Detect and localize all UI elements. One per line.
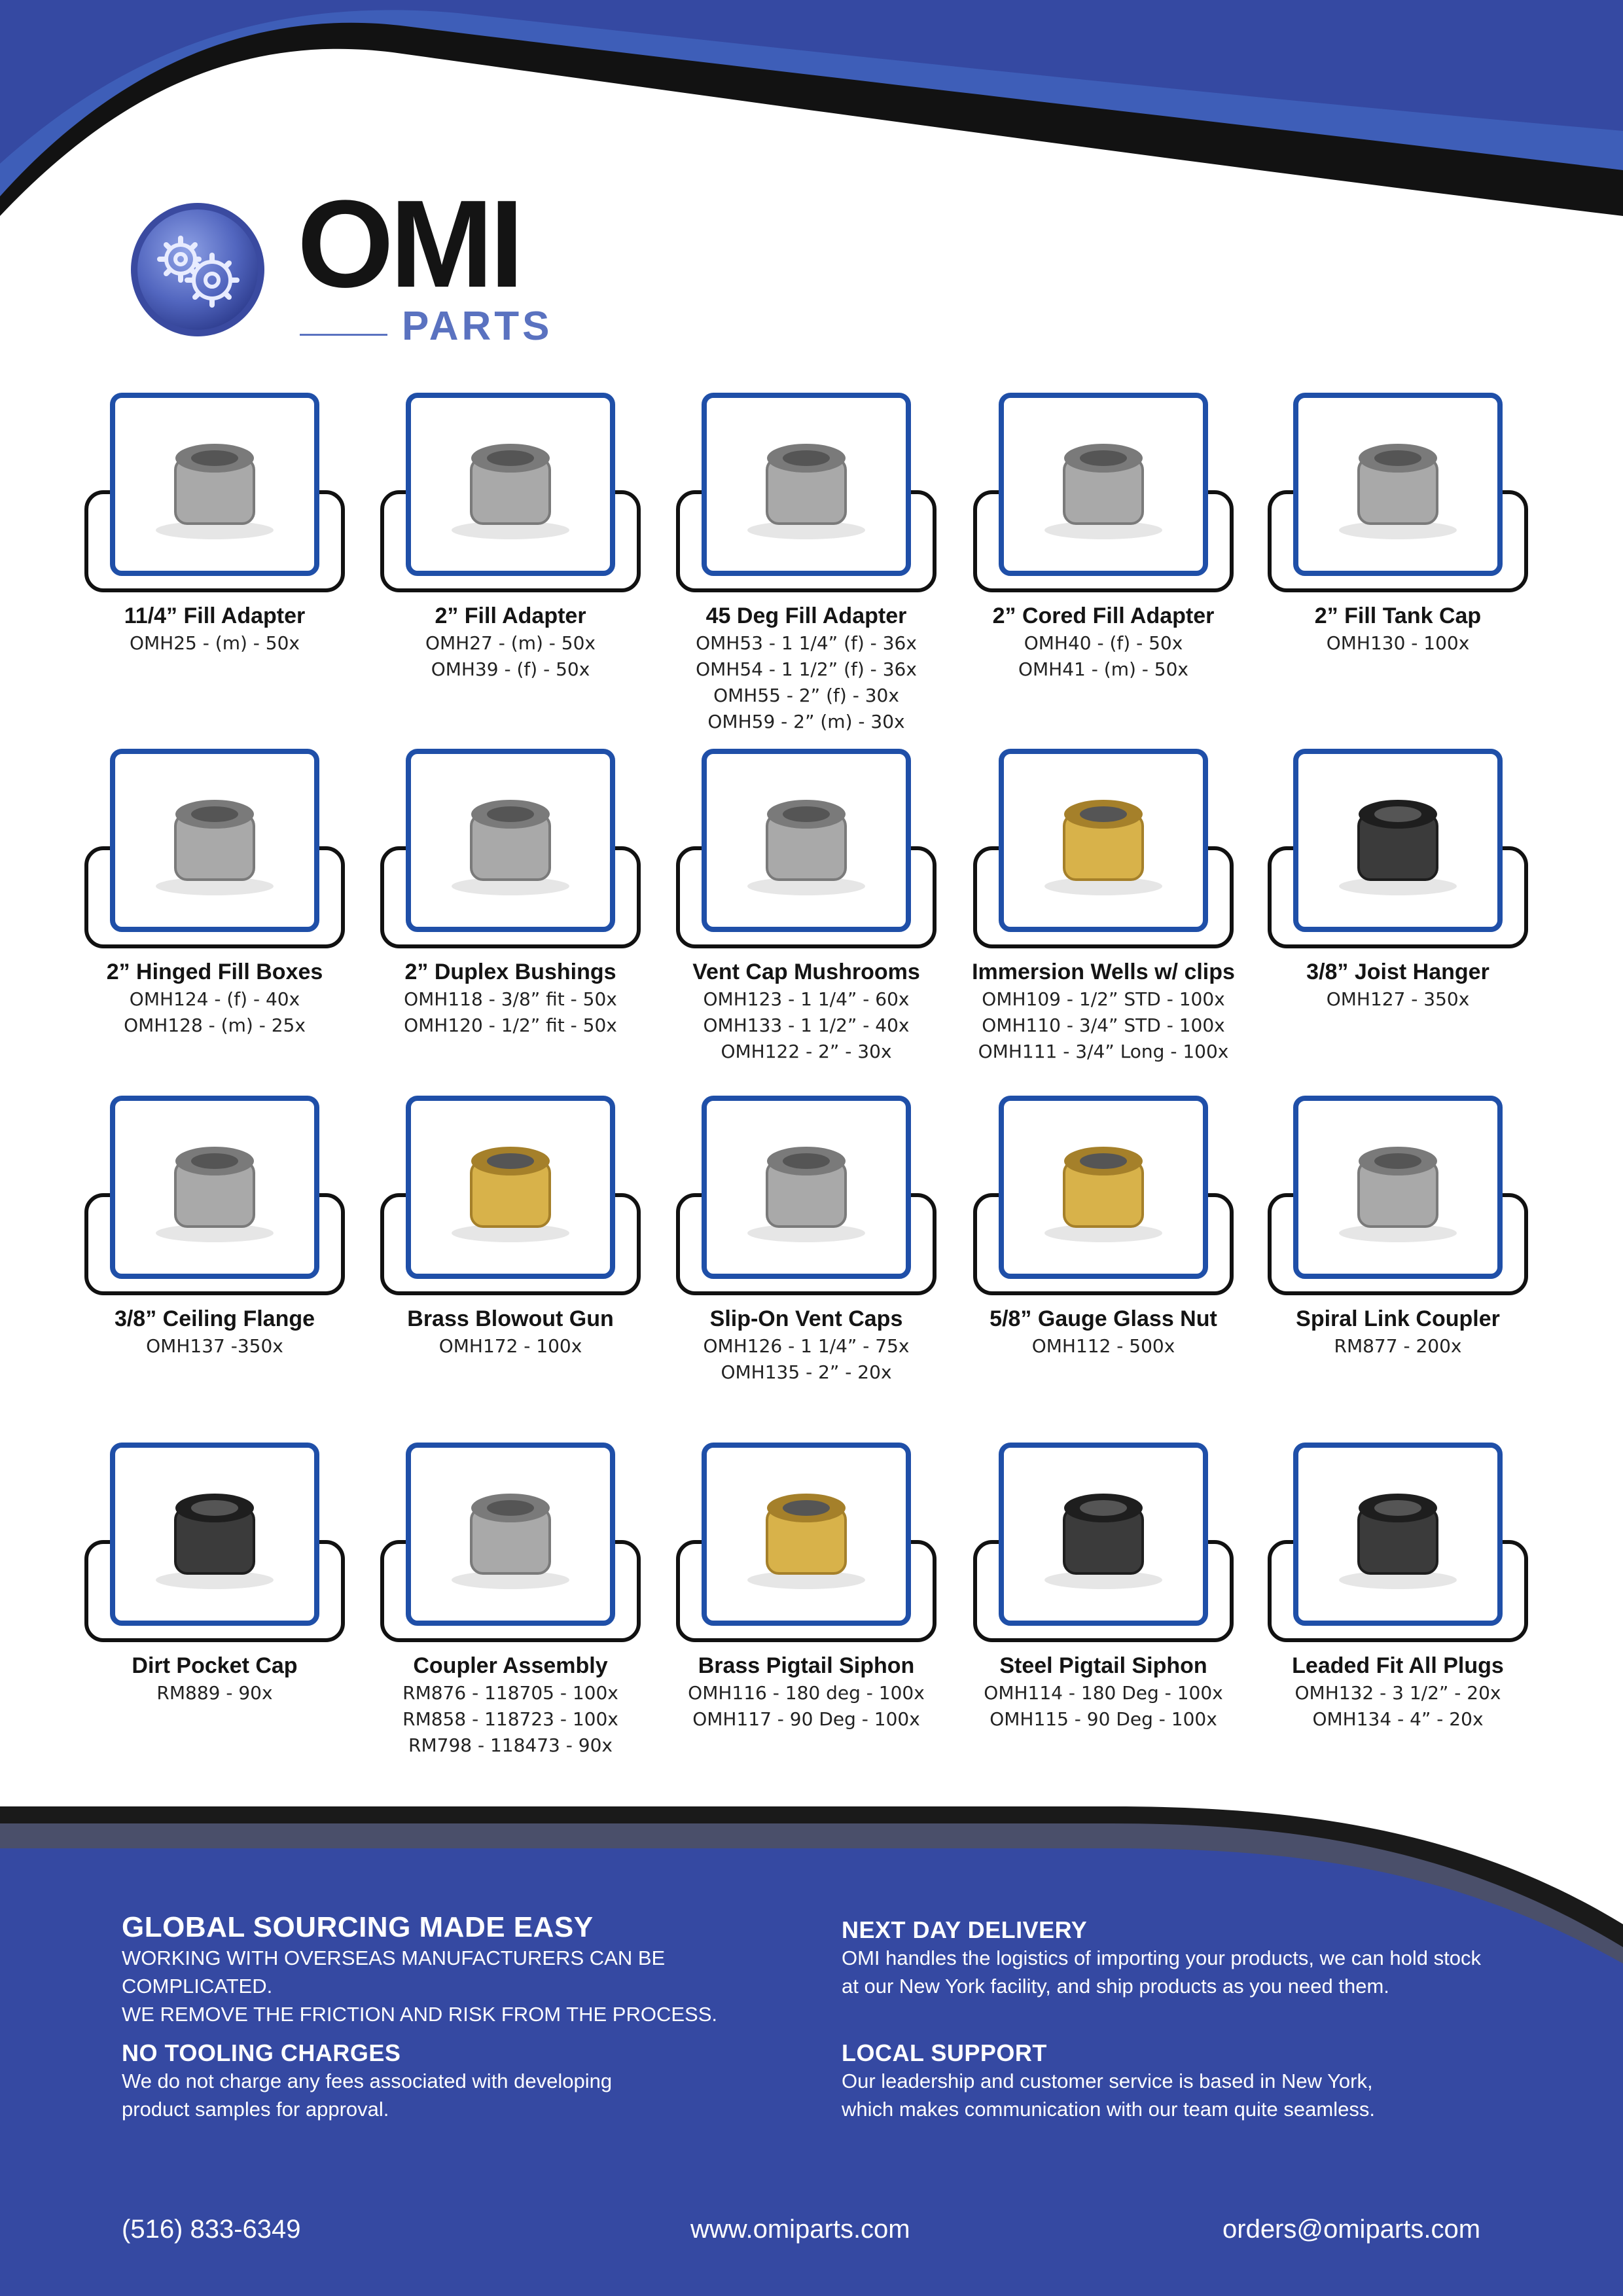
immersion-well-photo xyxy=(1025,775,1182,906)
spiral-coupler-photo xyxy=(1319,1122,1476,1253)
product-sku: OMH27 - (m) - 50x xyxy=(425,632,596,654)
product-sku: OMH116 - 180 deg - 100x xyxy=(688,1682,925,1704)
product-card xyxy=(1260,1443,1535,1809)
brass-siphon-photo xyxy=(728,1469,885,1600)
ceiling-flange-photo xyxy=(136,1122,293,1253)
product-sku: OMH122 - 2” - 30x xyxy=(721,1041,892,1062)
footer-heading: LOCAL SUPPORT xyxy=(842,2039,1047,2066)
footer-text-line: WORKING WITH OVERSEAS MANUFACTURERS CAN BE COMPLICATED. xyxy=(122,1946,666,1998)
gauge-nut-photo xyxy=(1025,1122,1182,1253)
product-sku: OMH130 - 100x xyxy=(1326,632,1470,654)
bushing-photo xyxy=(432,775,589,906)
product-sku: OMH134 - 4” - 20x xyxy=(1312,1708,1484,1730)
product-sku: OMH137 -350x xyxy=(146,1335,283,1357)
product-card xyxy=(1260,749,1535,1115)
gears-emblem-icon xyxy=(128,200,267,339)
product-name: Spiral Link Coupler xyxy=(1296,1306,1500,1331)
cored-adapter-photo xyxy=(1025,419,1182,550)
product-sku: OMH39 - (f) - 50x xyxy=(431,658,590,680)
footer-text-line: product samples for approval. xyxy=(122,2098,389,2121)
product-card xyxy=(966,1443,1241,1809)
product-card xyxy=(77,749,352,1115)
product-name: Brass Blowout Gun xyxy=(407,1306,614,1331)
product-name: 2” Hinged Fill Boxes xyxy=(106,960,323,984)
product-sku: OMH127 - 350x xyxy=(1326,988,1470,1010)
product-sku: RM876 - 118705 - 100x xyxy=(402,1682,618,1704)
footer-text-line: We do not charge any fees associated with developing xyxy=(122,2070,613,2092)
footer-text-line: at our New York facility, and ship products as you need them. xyxy=(842,1975,1389,1998)
footer-heading: NEXT DAY DELIVERY xyxy=(842,1916,1088,1943)
footer-section-local-support xyxy=(842,2039,1548,2123)
product-sku: OMH112 - 500x xyxy=(1031,1335,1175,1357)
product-card xyxy=(373,749,648,1115)
product-name: 2” Fill Adapter xyxy=(435,603,586,628)
product-sku: OMH172 - 100x xyxy=(438,1335,582,1357)
product-card xyxy=(669,1443,944,1809)
fill-adapter-photo xyxy=(136,419,293,550)
product-card xyxy=(373,1096,648,1462)
product-sku: OMH118 - 3/8” fit - 50x xyxy=(404,988,617,1010)
email-link[interactable]: orders@omiparts.com xyxy=(1222,2215,1481,2244)
product-card xyxy=(669,749,944,1115)
product-card xyxy=(77,1443,352,1809)
product-sku: RM858 - 118723 - 100x xyxy=(402,1708,618,1730)
product-card xyxy=(966,749,1241,1115)
product-sku: OMH126 - 1 1/4” - 75x xyxy=(703,1335,910,1357)
footer-heading: NO TOOLING CHARGES xyxy=(122,2039,401,2066)
product-card xyxy=(373,1443,648,1809)
product-card xyxy=(669,393,944,759)
product-name: 45 Deg Fill Adapter xyxy=(705,603,907,628)
logo-rule xyxy=(300,334,387,336)
omi-parts-logo xyxy=(128,175,560,359)
joist-hanger-photo xyxy=(1319,775,1476,906)
product-sku: OMH120 - 1/2” fit - 50x xyxy=(404,1014,617,1036)
product-sku: OMH124 - (f) - 40x xyxy=(129,988,300,1010)
product-name: 3/8” Joist Hanger xyxy=(1306,960,1489,984)
fill-adapter-photo xyxy=(432,419,589,550)
footer-text-line: Our leadership and customer service is based in New York, xyxy=(842,2070,1373,2092)
footer-heading: GLOBAL SOURCING MADE EASY xyxy=(122,1911,594,1943)
website-link[interactable]: www.omiparts.com xyxy=(690,2215,910,2244)
product-card xyxy=(1260,1096,1535,1462)
product-name: 2” Cored Fill Adapter xyxy=(992,603,1215,628)
product-name: 11/4” Fill Adapter xyxy=(124,603,306,628)
product-sku: OMH128 - (m) - 25x xyxy=(124,1014,306,1036)
product-card xyxy=(1260,393,1535,759)
dirt-pocket-cap-photo xyxy=(136,1469,293,1600)
product-name: 2” Duplex Bushings xyxy=(404,960,616,984)
product-sku: OMH132 - 3 1/2” - 20x xyxy=(1294,1682,1501,1704)
product-card xyxy=(77,1096,352,1462)
product-sku: OMH54 - 1 1/2” (f) - 36x xyxy=(696,658,917,680)
product-name: 2” Fill Tank Cap xyxy=(1314,603,1482,628)
footer-text-line: OMI handles the logistics of importing your products, we can hold stock xyxy=(842,1946,1481,1969)
logo-subbrand: PARTS xyxy=(402,304,553,349)
product-sku: OMH111 - 3/4” Long - 100x xyxy=(978,1041,1229,1062)
product-sku: OMH40 - (f) - 50x xyxy=(1024,632,1183,654)
product-sku: RM798 - 118473 - 90x xyxy=(408,1734,613,1756)
product-name: Slip-On Vent Caps xyxy=(709,1306,903,1331)
product-name: Brass Pigtail Siphon xyxy=(698,1653,915,1678)
product-sku: OMH59 - 2” (m) - 30x xyxy=(707,711,905,732)
product-sku: RM877 - 200x xyxy=(1334,1335,1462,1357)
product-name: 5/8” Gauge Glass Nut xyxy=(990,1306,1217,1331)
vent-cap-photo xyxy=(728,775,885,906)
product-card xyxy=(373,393,648,759)
phone-number[interactable]: (516) 833-6349 xyxy=(122,2215,301,2244)
product-sku: OMH53 - 1 1/4” (f) - 36x xyxy=(696,632,917,654)
product-sku: OMH110 - 3/4” STD - 100x xyxy=(982,1014,1225,1036)
product-sku: OMH114 - 180 Deg - 100x xyxy=(984,1682,1223,1704)
product-card xyxy=(669,1096,944,1462)
product-name: Immersion Wells w/ clips xyxy=(972,960,1235,984)
product-sku: OMH115 - 90 Deg - 100x xyxy=(990,1708,1217,1730)
product-name: Steel Pigtail Siphon xyxy=(999,1653,1207,1678)
product-sku: OMH25 - (m) - 50x xyxy=(129,632,300,654)
product-sku: RM889 - 90x xyxy=(156,1682,273,1704)
product-name: Dirt Pocket Cap xyxy=(132,1653,298,1678)
plug-photo xyxy=(1319,1469,1476,1600)
footer-section-tooling xyxy=(122,2039,809,2123)
footer-section-next-day xyxy=(842,1916,1548,2000)
logo-wordmark: OMI xyxy=(297,175,520,314)
product-name: 3/8” Ceiling Flange xyxy=(114,1306,315,1331)
product-sku: OMH117 - 90 Deg - 100x xyxy=(692,1708,920,1730)
product-name: Leaded Fit All Plugs xyxy=(1292,1653,1504,1678)
slip-vent-cap-photo xyxy=(728,1122,885,1253)
product-card xyxy=(966,1096,1241,1462)
product-card xyxy=(966,393,1241,759)
product-sku: OMH135 - 2” - 20x xyxy=(721,1361,892,1383)
product-sku: OMH123 - 1 1/4” - 60x xyxy=(703,988,910,1010)
footer-text-line: WE REMOVE THE FRICTION AND RISK FROM THE PROCESS. xyxy=(122,2003,718,2026)
fill-box-photo xyxy=(136,775,293,906)
product-sku: OMH41 - (m) - 50x xyxy=(1018,658,1188,680)
product-name: Coupler Assembly xyxy=(413,1653,608,1678)
product-name: Vent Cap Mushrooms xyxy=(692,960,920,984)
steel-siphon-photo xyxy=(1025,1469,1182,1600)
product-sku: OMH133 - 1 1/2” - 40x xyxy=(703,1014,910,1036)
blowout-gun-photo xyxy=(432,1122,589,1253)
product-sku: OMH55 - 2” (f) - 30x xyxy=(713,685,899,706)
elbow-adapter-photo xyxy=(728,419,885,550)
footer-section-global-sourcing xyxy=(122,1911,809,2028)
tank-cap-photo xyxy=(1319,419,1476,550)
product-card xyxy=(77,393,352,759)
coupler-assembly-photo xyxy=(432,1469,589,1600)
footer-text-line: which makes communication with our team quite seamless. xyxy=(842,2098,1375,2121)
product-sku: OMH109 - 1/2” STD - 100x xyxy=(982,988,1225,1010)
